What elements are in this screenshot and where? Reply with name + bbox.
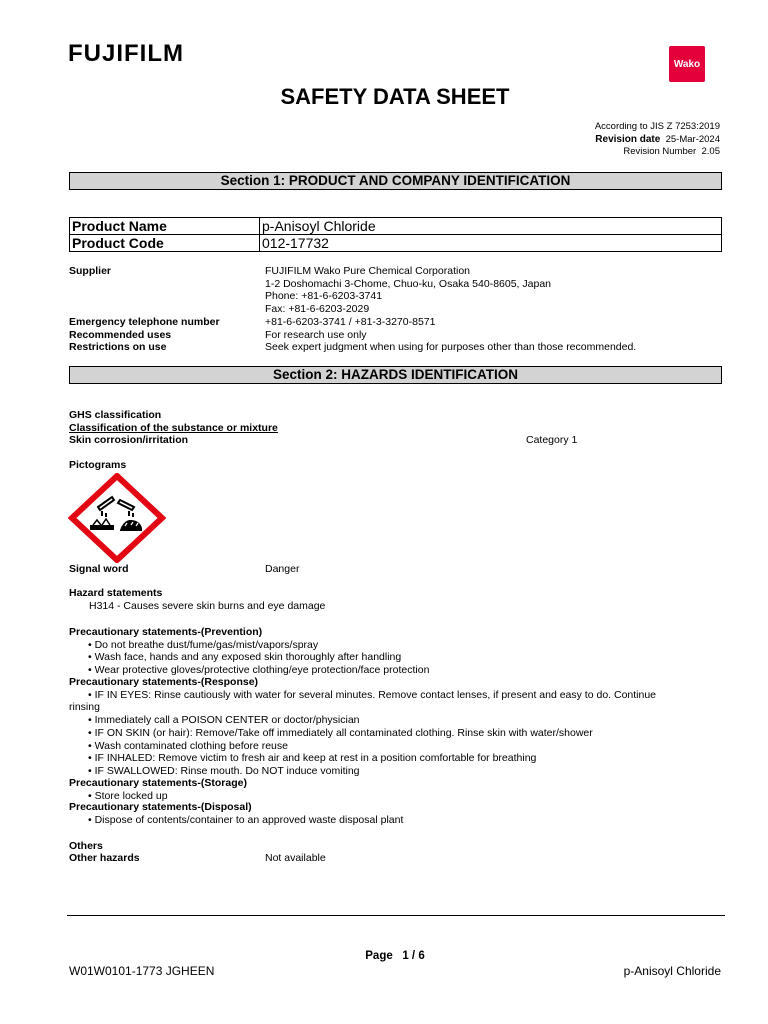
restrictions-row xyxy=(69,341,729,354)
list-item: • IF ON SKIN (or hair): Remove/Take off immediately all contaminated clothing. Rinse skin with water/shower xyxy=(88,726,593,739)
skin-corrosion-row xyxy=(69,434,729,447)
response-label: Precautionary statements-(Response) xyxy=(69,676,259,688)
pictograms-label xyxy=(69,459,126,472)
section-2-heading: Section 2: HAZARDS IDENTIFICATION xyxy=(69,366,722,384)
hazard-statement: H314 - Causes severe skin burns and eye damage xyxy=(89,599,326,612)
list-item: • Wear protective gloves/protective clothing/eye protection/face protection xyxy=(88,664,430,677)
list-item: • Store locked up xyxy=(88,789,168,802)
disposal-block xyxy=(69,801,729,826)
skin-corrosion-category: Category 1 xyxy=(526,434,578,446)
recommended-row xyxy=(69,329,729,342)
footer-product-name: p-Anisoyl Chloride xyxy=(623,964,721,978)
pictograms-label-text: Pictograms xyxy=(69,459,127,471)
hazard-statements-label: Hazard statements xyxy=(69,587,163,599)
supplier-line: FUJIFILM Wako Pure Chemical Corporation xyxy=(265,265,471,277)
product-id-table xyxy=(69,217,722,252)
list-item: • IF INHALED: Remove victim to fresh air and keep at rest in a position comfortable for breathing xyxy=(88,752,537,765)
revision-number-label: Revision Number xyxy=(623,146,697,157)
footer-divider xyxy=(67,915,725,916)
list-item: • IF IN EYES: Rinse cautiously with water for several minutes. Remove contact lenses, if present and easy to do. Continue xyxy=(88,688,657,701)
ghs-classification-label xyxy=(69,409,161,422)
wako-logo xyxy=(669,46,705,82)
pictogram-diamond xyxy=(72,476,162,560)
supplier-lines xyxy=(265,265,551,316)
emergency-value: +81-6-6203-3741 / +81-3-3270-8571 xyxy=(265,316,436,328)
revision-number-value: 2.05 xyxy=(701,146,720,157)
supplier-label: Supplier xyxy=(69,265,112,277)
product-code-row xyxy=(70,235,722,252)
other-hazards-label: Other hazards xyxy=(69,852,140,864)
corrosion-pictogram-icon xyxy=(68,473,166,563)
supplier-block xyxy=(69,265,729,316)
revision-date-label: Revision date xyxy=(595,134,661,145)
page-value: 1 / 6 xyxy=(402,950,425,962)
list-item: • Dispose of contents/container to an approved waste disposal plant xyxy=(88,813,404,826)
others-label-text: Others xyxy=(69,840,103,852)
product-name-value: p-Anisoyl Chloride xyxy=(260,218,722,235)
others-label xyxy=(69,840,103,853)
restrictions-label: Restrictions on use xyxy=(69,341,167,353)
revision-date-value: 25-Mar-2024 xyxy=(665,134,720,145)
recommended-label: Recommended uses xyxy=(69,329,172,341)
other-hazards-row xyxy=(69,852,729,865)
signal-word-value: Danger xyxy=(265,563,300,575)
storage-block xyxy=(69,777,729,802)
list-item: • Wash contaminated clothing before reuse xyxy=(88,739,288,752)
other-hazards-value: Not available xyxy=(265,852,326,864)
list-item: • Wash face, hands and any exposed skin thoroughly after handling xyxy=(88,651,402,664)
section-1-heading: Section 1: PRODUCT AND COMPANY IDENTIFICATION xyxy=(69,172,722,190)
hazard-statements xyxy=(69,587,729,612)
document-code: W01W0101-1773 JGHEEN xyxy=(69,964,215,978)
jis-reference: According to JIS Z 7253:2019 xyxy=(594,121,720,132)
classification-label xyxy=(69,422,278,435)
list-item-continuation: rinsing xyxy=(69,701,100,714)
product-code-value: 012-17732 xyxy=(260,235,722,252)
prevention-block xyxy=(69,626,729,677)
supplier-line: 1-2 Doshomachi 3-Chome, Chuo-ku, Osaka 540-8605, Japan xyxy=(265,277,551,290)
page-number xyxy=(0,950,768,962)
prevention-label: Precautionary statements-(Prevention) xyxy=(69,626,263,638)
response-block xyxy=(69,676,729,778)
page-label: Page xyxy=(365,950,393,962)
emergency-label: Emergency telephone number xyxy=(69,316,220,328)
revision-number xyxy=(623,146,720,158)
product-name-label: Product Name xyxy=(70,218,260,235)
pictogram-surface xyxy=(90,525,114,530)
restrictions-value: Seek expert judgment when using for purposes other than those recommended. xyxy=(265,341,637,353)
signal-word-label: Signal word xyxy=(69,563,129,575)
ghs-label-text: GHS classification xyxy=(69,409,162,421)
product-name-row xyxy=(70,218,722,235)
supplier-line: Phone: +81-6-6203-3741 xyxy=(265,290,383,303)
storage-label: Precautionary statements-(Storage) xyxy=(69,777,247,789)
list-item: • IF SWALLOWED: Rinse mouth. Do NOT induce vomiting xyxy=(88,764,360,777)
wako-logo-text: Wako xyxy=(673,58,701,70)
page-title: SAFETY DATA SHEET xyxy=(280,84,510,109)
list-item: • Immediately call a POISON CENTER or doctor/physician xyxy=(88,714,360,727)
list-item: • Do not breathe dust/fume/gas/mist/vapors/spray xyxy=(88,638,319,651)
product-code-label: Product Code xyxy=(70,235,260,252)
disposal-label: Precautionary statements-(Disposal) xyxy=(69,801,252,813)
skin-corrosion-label: Skin corrosion/irritation xyxy=(69,434,189,446)
fujifilm-logo: FUJIFILM xyxy=(68,40,184,67)
classification-label-text: Classification of the substance or mixture xyxy=(69,422,278,434)
emergency-row xyxy=(69,316,729,329)
supplier-line: Fax: +81-6-6203-2029 xyxy=(265,303,370,316)
recommended-value: For research use only xyxy=(265,329,367,341)
revision-date xyxy=(595,134,720,146)
signal-word-row xyxy=(69,563,729,576)
